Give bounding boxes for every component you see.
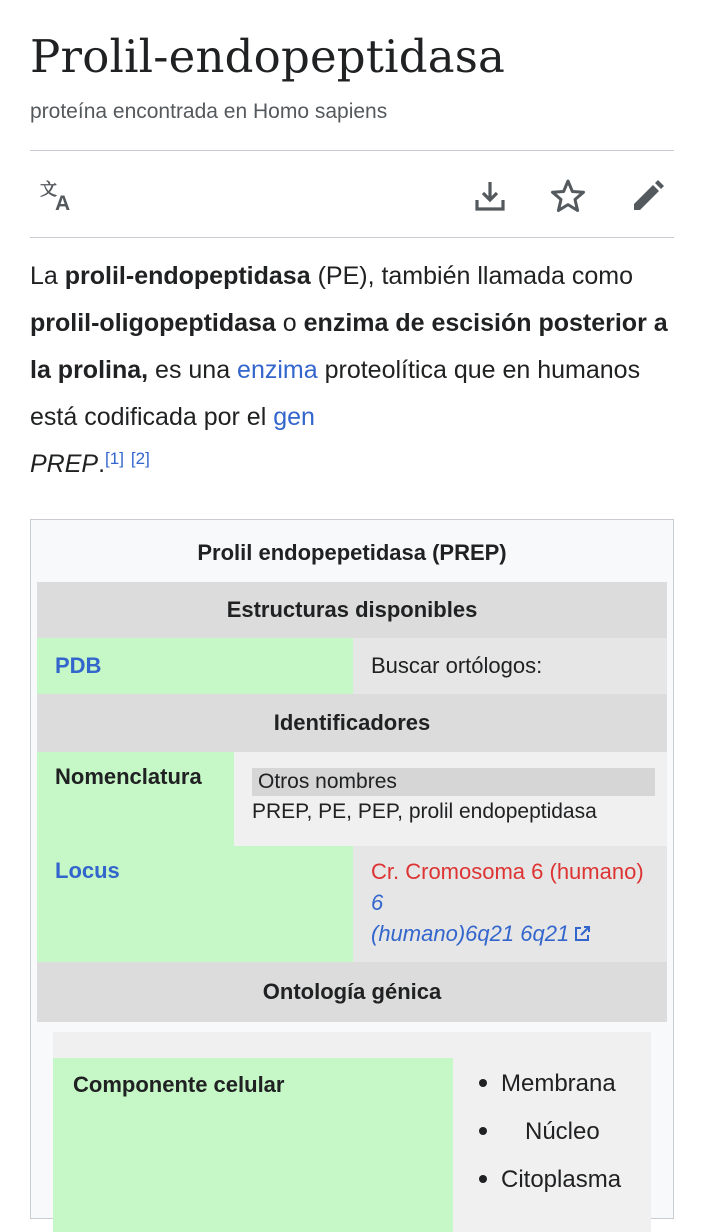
pdb-link[interactable]: PDB bbox=[55, 653, 102, 678]
divider bbox=[30, 150, 674, 151]
nomenclatura-label: Nomenclatura bbox=[37, 752, 234, 846]
locus-external-link[interactable]: 6q21 bbox=[520, 921, 591, 946]
nomenclatura-value bbox=[234, 752, 667, 846]
page-subtitle: proteína encontrada en Homo sapiens bbox=[30, 100, 388, 123]
otros-nombres-value: PREP, PE, PEP, prolil endopeptidasa bbox=[252, 800, 597, 823]
lead-paragraph: La prolil-endopeptidasa (PE), también llamada como prolil-oligopeptidasa o enzima de escisión posterior a la prolina, es una enzima proteolítica que en humanos está codificada por el gen PREP.[1] [2] bbox=[30, 262, 668, 478]
external-link-icon bbox=[573, 925, 591, 943]
download-icon[interactable] bbox=[468, 176, 512, 216]
svg-text:文: 文 bbox=[40, 180, 57, 200]
link-gen[interactable]: gen bbox=[273, 403, 315, 431]
nomenclatura-row bbox=[37, 752, 667, 846]
buscar-ortologos: Buscar ortólogos: bbox=[353, 638, 667, 694]
infobox-title: Prolil endopepetidasa (PREP) bbox=[197, 540, 507, 565]
estructuras-row bbox=[37, 582, 667, 638]
estructuras-header: Estructuras disponibles bbox=[37, 582, 667, 638]
locus-link[interactable]: Locus bbox=[55, 858, 120, 883]
identificadores-row bbox=[37, 694, 667, 752]
identificadores-header: Identificadores bbox=[37, 694, 667, 752]
pdb-row bbox=[37, 638, 667, 694]
ontologia-row bbox=[37, 962, 667, 1022]
star-icon[interactable] bbox=[546, 176, 590, 216]
svg-text:A: A bbox=[55, 192, 71, 214]
list-item: Núcleo bbox=[479, 1118, 600, 1146]
locus-row bbox=[37, 846, 667, 962]
divider bbox=[30, 237, 674, 238]
otros-nombres-label: Otros nombres bbox=[252, 768, 655, 796]
locus-blue-humano: (humano)6q21 bbox=[371, 921, 515, 946]
locus-value bbox=[353, 846, 667, 962]
infobox bbox=[30, 519, 674, 1219]
reference-2[interactable]: [2] bbox=[130, 449, 150, 468]
locus-blue-6: 6 bbox=[371, 890, 384, 915]
reference-1[interactable]: [1] bbox=[105, 449, 124, 468]
ontologia-table bbox=[53, 1032, 651, 1232]
translate-icon[interactable] bbox=[36, 176, 80, 216]
list-item: Citoplasma bbox=[479, 1166, 621, 1194]
componente-celular-label: Componente celular bbox=[53, 1058, 453, 1232]
locus-cromosoma-link[interactable]: Cr. Cromosoma 6 (humano) bbox=[371, 859, 644, 884]
gene-symbol: PREP bbox=[30, 450, 99, 478]
ontologia-header: Ontología génica bbox=[37, 962, 667, 1022]
edit-icon[interactable] bbox=[626, 176, 670, 216]
page-title: Prolil-endopeptidasa bbox=[30, 30, 506, 83]
list-item: Membrana bbox=[479, 1070, 616, 1098]
link-enzima[interactable]: enzima bbox=[237, 356, 318, 384]
